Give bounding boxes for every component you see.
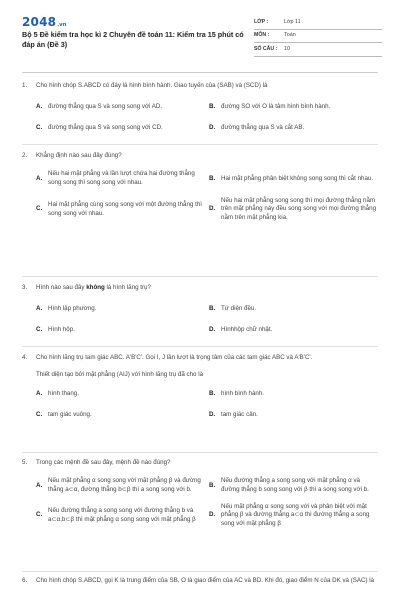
question-text: Cho hình chóp S.ABCD có đáy là hình bình hành. Giao tuyến của (SAB) và (SCD) là <box>36 82 268 89</box>
option-label: C. <box>36 325 43 333</box>
meta-row-class <box>254 16 382 30</box>
option-label: D. <box>209 411 216 419</box>
option-a[interactable] <box>36 477 205 494</box>
option-d[interactable] <box>209 197 378 222</box>
option-a[interactable] <box>36 304 205 313</box>
exam-meta <box>254 16 382 57</box>
question-number: 5. <box>22 459 28 466</box>
option-label: B. <box>209 390 216 398</box>
question-stem <box>22 82 378 90</box>
question-separator <box>22 452 378 453</box>
question-stem <box>22 354 378 362</box>
option-d[interactable] <box>209 411 378 420</box>
question-number: 3. <box>22 284 28 291</box>
text-part: là hình lăng trụ? <box>104 284 151 291</box>
option-label: A. <box>36 481 43 489</box>
option-label: A. <box>36 174 43 182</box>
option-text: đường thẳng qua S và song song với CD. <box>48 123 163 131</box>
option-text: Nếu mặt phẳng α song song với và phân biệt với mặt phẳng β và đường thẳng a⊂α thì đường thẳng a song song với mặt phẳng β <box>221 503 370 527</box>
option-text: Hình lập phương. <box>48 304 97 312</box>
question-text <box>36 284 378 292</box>
question-2 <box>22 152 378 222</box>
option-text: đường SO với O là tâm hình bình hành. <box>221 102 331 110</box>
option-b[interactable] <box>209 304 378 313</box>
meta-key: LỚP : <box>254 18 269 25</box>
option-label: C. <box>36 411 43 419</box>
option-text: Hai mặt phẳng cùng song song với một đường thẳng thì song song với nhau. <box>48 201 202 217</box>
question-number: 4. <box>22 354 28 361</box>
question-3 <box>22 284 378 334</box>
meta-row-count <box>254 43 382 57</box>
option-text: hình bình hành. <box>221 390 265 398</box>
page-header <box>22 14 382 62</box>
question-number: 2. <box>22 152 28 159</box>
options-grid <box>36 477 378 528</box>
option-label: C. <box>36 205 43 213</box>
option-c[interactable] <box>36 123 205 132</box>
option-label: D. <box>209 123 216 131</box>
option-text: Hìnhhộp chữ nhật. <box>221 325 273 333</box>
option-text: Nếu hai mặt phẳng và lần lượt chứa hai đường thẳng song song thì song song với nhau. <box>48 170 195 186</box>
logo-main: 2048 <box>22 15 57 29</box>
meta-value: Toán <box>284 32 296 39</box>
options-grid <box>36 304 378 334</box>
site-logo[interactable] <box>22 14 67 30</box>
option-text: tam giác cân. <box>221 411 258 419</box>
option-c[interactable] <box>36 325 205 334</box>
question-separator <box>22 571 378 572</box>
meta-key: SỐ CÂU : <box>254 45 278 52</box>
question-separator <box>22 144 378 145</box>
option-label: C. <box>36 123 43 131</box>
question-separator <box>22 346 378 347</box>
question-1 <box>22 82 378 132</box>
option-label: B. <box>209 102 216 110</box>
option-b[interactable] <box>209 170 378 187</box>
question-6 <box>22 577 378 585</box>
options-grid <box>36 170 378 222</box>
question-stem <box>22 459 378 467</box>
option-a[interactable] <box>36 102 205 111</box>
option-label: C. <box>36 511 43 519</box>
question-separator <box>22 276 378 277</box>
emphasis-text: không <box>86 284 105 291</box>
option-label: A. <box>36 304 43 312</box>
option-d[interactable] <box>209 123 378 132</box>
option-a[interactable] <box>36 390 205 399</box>
question-5 <box>22 459 378 528</box>
options-grid <box>36 390 378 420</box>
option-b[interactable] <box>209 102 378 111</box>
question-number: 6. <box>22 577 28 584</box>
question-text: Khẳng định nào sau đây đúng? <box>36 152 122 159</box>
option-label: B. <box>209 174 216 182</box>
meta-value: 10 <box>284 45 290 52</box>
question-number: 1. <box>22 82 28 89</box>
option-label: D. <box>209 205 216 213</box>
option-text: tam giác vuông. <box>48 411 92 419</box>
option-label: B. <box>209 304 216 312</box>
question-subtext: Thiết diện tạo bởi mặt phẳng (AIJ) với hình lăng trụ đã cho là <box>36 371 204 379</box>
page-title: Bộ 5 Đề kiểm tra học kì 2 Chuyên đề toán 11: Kiểm tra 15 phút có đáp án (Đề 3) <box>22 30 244 50</box>
question-stem <box>22 284 378 292</box>
meta-value: Lớp 11 <box>284 18 301 25</box>
option-c[interactable] <box>36 503 205 528</box>
option-b[interactable] <box>209 390 378 399</box>
option-label: A. <box>36 390 43 398</box>
option-label: D. <box>209 325 216 333</box>
options-grid <box>36 102 378 132</box>
option-label: A. <box>36 102 43 110</box>
option-d[interactable] <box>209 325 378 334</box>
option-text: Tứ diện đều. <box>221 304 257 312</box>
meta-key: MÔN : <box>254 32 270 39</box>
question-text: Cho hình lăng trụ tam giác ABC. A'B'C'. Gọi I, J lần lượt là trọng tâm của các tam giác ABC và A'B'C'. <box>36 354 313 361</box>
option-text: đường thẳng qua S và song song với AD. <box>48 102 163 110</box>
option-c[interactable] <box>36 411 205 420</box>
logo-suffix: .vn <box>57 22 67 28</box>
text-part: Hình nào sau đây <box>36 284 87 291</box>
question-text: Trong các mệnh đề sau đây, mệnh đề nào đúng? <box>36 459 171 466</box>
option-text: Nếu hai mặt phẳng song song thì mọi đường thẳng nằm trên mặt phẳng này đều song song với mọi đường thẳng nằm trên mặt phẳng kia. <box>221 197 377 221</box>
question-text: Cho hình chóp S.ABCD, gọi K là trung điểm của SB, O là giao điểm của AC và BD. Khi đó, giao điểm N của DK và (SAC) là <box>36 577 375 584</box>
option-text: đường thẳng qua S và cắt AB. <box>221 123 305 131</box>
header-divider <box>22 72 378 73</box>
option-d[interactable] <box>209 503 378 528</box>
question-stem <box>22 152 378 160</box>
option-text: Nếu mặt phẳng α song song với mặt phẳng β và đường thẳng a⊂α, đường thẳng b⊂β thì a song song với b. <box>48 477 201 493</box>
option-c[interactable] <box>36 197 205 222</box>
option-text: Hình hộp. <box>48 325 75 333</box>
question-stem <box>22 577 378 585</box>
meta-row-subject <box>254 30 382 44</box>
option-text: Nếu đường thẳng a song song với mặt phẳng α và đường thẳng b song song với β thì a song song với b. <box>221 477 369 493</box>
option-a[interactable] <box>36 170 205 187</box>
option-b[interactable] <box>209 477 378 494</box>
option-text: hình thang. <box>48 390 79 398</box>
option-label: D. <box>209 511 216 519</box>
option-text: Nếu đường thẳng a song song với đường thẳng b và a⊂α,b⊂β thì mặt phẳng α song song với mặt phẳng β <box>48 507 196 523</box>
question-4 <box>22 354 378 420</box>
option-text: Hai mặt phẳng phân biệt không song song thì cắt nhau. <box>221 174 374 182</box>
option-label: B. <box>209 481 216 489</box>
